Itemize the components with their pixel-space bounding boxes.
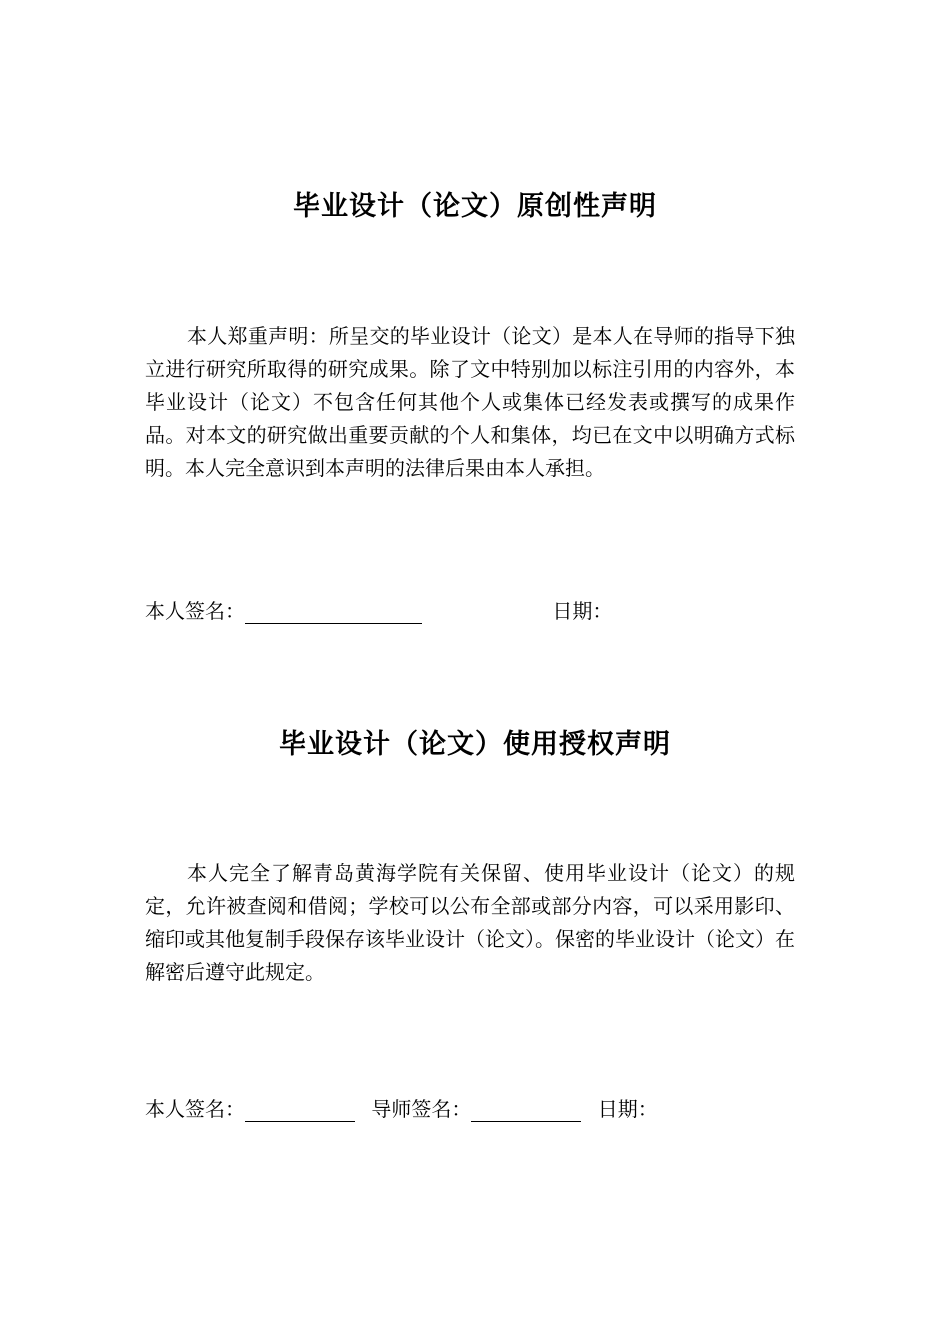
originality-declaration-body: 本人郑重声明：所呈交的毕业设计（论文）是本人在导师的指导下独立进行研究所取得的研究成果。除了文中特别加以标注引用的内容外，本毕业设计（论文）不包含任何其他个人或集体已经发表或撰写的成果作品。对本文的研究做出重要贡献的个人和集体，均已在文中以明确方式标明。本人完全意识到本声明的法律后果由本人承担。 <box>145 324 795 480</box>
originality-declaration-title: 毕业设计（论文）原创性声明 <box>293 191 657 222</box>
signature-blank-line[interactable] <box>245 601 422 624</box>
signature-label: 本人签名： <box>145 1097 245 1121</box>
advisor-signature-label: 导师签名： <box>371 1097 472 1121</box>
date-label: 日期： <box>597 1097 658 1121</box>
signature-blank-line[interactable] <box>245 1099 355 1122</box>
authorization-declaration-title: 毕业设计（论文）使用授权声明 <box>279 729 671 760</box>
authorization-signature-row <box>145 1094 658 1124</box>
signature-label: 本人签名： <box>145 599 245 623</box>
date-label: 日期： <box>552 599 613 623</box>
advisor-signature-blank-line[interactable] <box>471 1099 581 1122</box>
originality-signature-row <box>145 596 612 626</box>
authorization-declaration-body: 本人完全了解青岛黄海学院有关保留、使用毕业设计（论文）的规定，允许被查阅和借阅；学校可以公布全部或部分内容，可以采用影印、缩印或其他复制手段保存该毕业设计（论文）。保密的毕业设计（论文）在解密后遵守此规定。 <box>145 861 795 984</box>
